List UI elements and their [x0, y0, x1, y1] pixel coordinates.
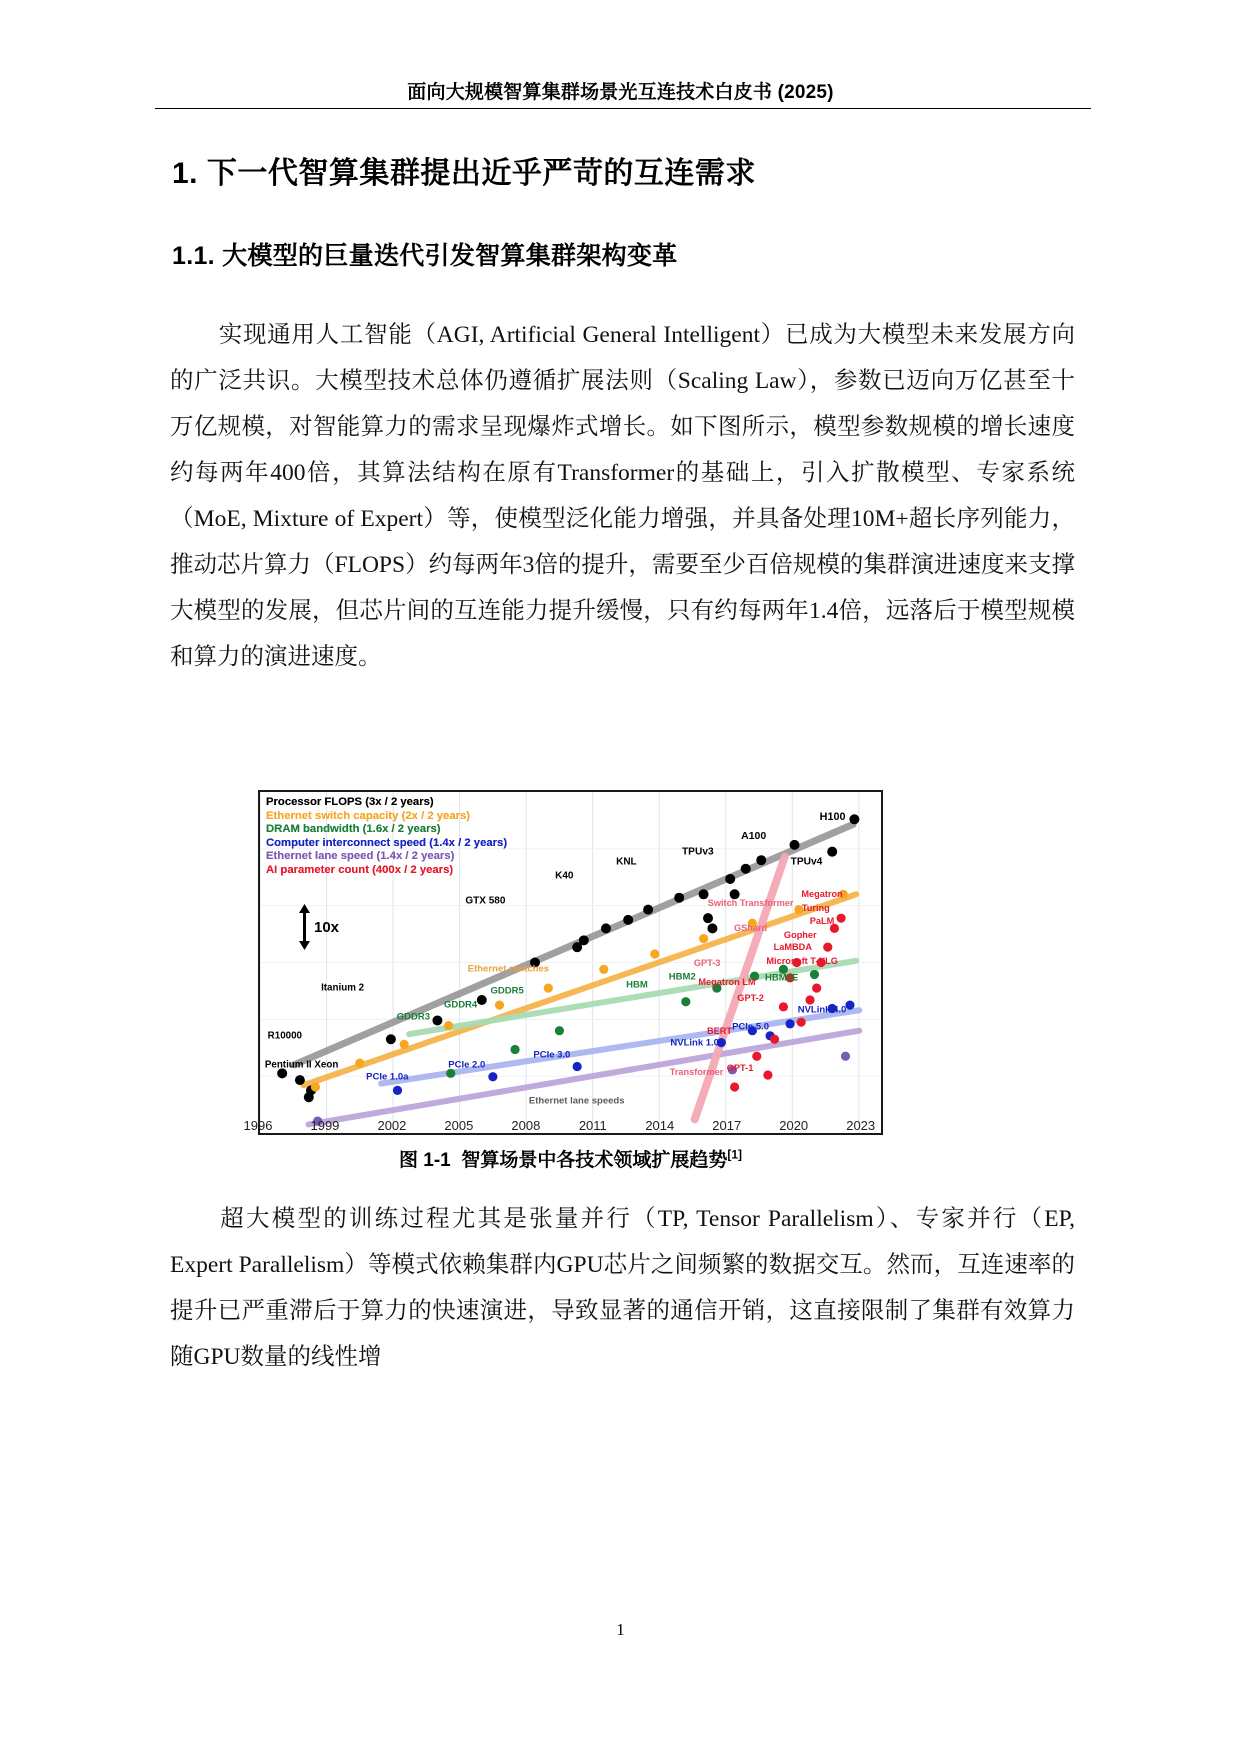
legend-item: Ethernet switch capacity (2x / 2 years)	[266, 809, 471, 822]
chart-point-label: H100	[819, 810, 846, 823]
chart-point-label: Itanium 2	[321, 982, 365, 994]
chart-point-label: BERT	[707, 1025, 733, 1036]
chart-x-axis	[243, 1118, 883, 1140]
ten-x-label: 10x	[314, 918, 340, 936]
chart-point-label: HBM2E	[764, 972, 799, 984]
x-axis-tick-label: 2014	[645, 1118, 675, 1133]
caption-label: 图 1-1	[399, 1150, 451, 1171]
caption-reference: [1]	[727, 1147, 742, 1162]
chart-point-label: Ethernet lane speeds	[528, 1095, 625, 1107]
body-paragraph-2	[170, 1196, 1075, 1380]
chart-container	[258, 790, 883, 1135]
paragraph-2-text: 超大模型的训练过程尤其是张量并行（TP, Tensor Parallelism）、专家并行（EP, Expert Parallelism）等模式依赖集群内GPU芯片之间频繁的数据交互。然而，互连速率的提升已严重滞后于算力的快速演进，导致显著的通信开销，这直接限制了集群有效算力随GPU数量的线性增	[170, 1206, 1075, 1370]
chart-point-label: GShard	[733, 923, 768, 934]
header-title: 面向大规模智算集群场景光互连技术白皮书 (2025)	[407, 82, 834, 103]
x-axis-tick-label: 2005	[444, 1118, 474, 1133]
chart-point-label: Pentium II Xeon	[264, 1059, 339, 1071]
chart-point-label: Transformer	[669, 1066, 724, 1077]
chart-point-label: HBM	[626, 979, 648, 991]
x-axis-tick-label: 2011	[578, 1118, 607, 1133]
chart-point-label: Switch Transformer	[707, 897, 794, 908]
chart-point-label: Microsoft T-NLG	[766, 955, 838, 966]
chart-point-label: PaLM	[809, 915, 835, 926]
chart-point-label: NVLink 4.0	[797, 1004, 847, 1016]
chart-point-label: PCIe 2.0	[448, 1059, 486, 1071]
body-paragraph-1	[170, 312, 1075, 680]
chart-point-label: Turing	[801, 902, 830, 913]
legend-item: Ethernet lane speed (1.4x / 2 years)	[266, 850, 455, 863]
chart-point-label: GPT-3	[693, 957, 721, 968]
x-axis-tick-label: 1999	[310, 1118, 340, 1133]
chart-point-label: PCIe 1.0a	[366, 1071, 409, 1083]
chart-point-label: Megatron	[801, 889, 843, 900]
chart-point-label: TPUv4	[790, 856, 823, 868]
chart-point-label: A100	[741, 830, 767, 843]
legend-item: Processor FLOPS (3x / 2 years)	[266, 796, 434, 808]
x-axis-tick-label: 2017	[712, 1118, 742, 1133]
x-axis-tick-label: 2020	[779, 1118, 809, 1133]
chart-point-label: LaMBDA	[773, 942, 812, 953]
legend-item: AI parameter count (400x / 2 years)	[266, 863, 454, 876]
legend-item: DRAM bandwidth (1.6x / 2 years)	[266, 823, 441, 836]
section-heading-1-1: 1.1. 大模型的巨量迭代引发智算集群架构变革	[172, 242, 678, 270]
chart-point-label: PCIe 5.0	[732, 1021, 770, 1033]
x-axis-tick-label: 2008	[511, 1118, 541, 1133]
chart-point-label: PCIe 3.0	[533, 1049, 571, 1061]
chart-point-label: HBM2	[668, 971, 696, 983]
chart-point-label: KNL	[616, 856, 637, 868]
chart-point-label: GPT-1	[726, 1063, 754, 1074]
x-axis-tick-label: 2002	[377, 1118, 407, 1133]
chart-point-label: Megatron LM	[698, 977, 756, 988]
chart-point-label: NVLink 1.0	[670, 1037, 719, 1049]
section-heading-1: 1. 下一代智算集群提出近乎严苛的互连需求	[172, 157, 756, 190]
legend-item: Computer interconnect speed (1.4x / 2 years)	[266, 836, 508, 849]
page-number: 1	[616, 1620, 625, 1639]
chart-legend	[266, 796, 507, 878]
chart-point-label: GDDR3	[396, 1011, 431, 1023]
x-axis-tick-label: 2023	[846, 1118, 876, 1133]
chart-point-label: GTX 580	[465, 895, 506, 907]
ten-x-annotation	[298, 904, 339, 950]
chart-point-label: TPUv3	[681, 846, 714, 858]
figure-1-1	[258, 790, 883, 1135]
chart-point-label: K40	[555, 870, 574, 882]
chart-point-label: Ethernet switches	[467, 963, 550, 975]
chart-point-label: GDDR4	[443, 999, 478, 1011]
chart-point-label: GPT-2	[737, 993, 764, 1004]
chart-point-label: Gopher	[783, 929, 817, 940]
paragraph-1-text: 实现通用人工智能（AGI, Artificial General Intelligent）已成为大模型未来发展方向的广泛共识。大模型技术总体仍遵循扩展法则（Scaling Law），参数已迈向万亿甚至十万亿规模，对智能算力的需求呈现爆炸式增长。如下图所示，模型参数规模的增长速度约每两年400倍，其算法结构在原有Transformer的基础上，引入扩散模型、专家系统（MoE, Mixture of Expert）等，使模型泛化能力增强，并具备处理10M+超长序列能力，推动芯片算力（FLOPS）约每两年3倍的提升，需要至少百倍规模的集群演进速度来支撑大模型的发展，但芯片间的互连能力提升缓慢，只有约每两年1.4倍，远落后于模型规模和算力的演进速度。	[170, 322, 1075, 670]
double-arrow-icon	[298, 904, 311, 950]
chart-point-label: R10000	[267, 1030, 302, 1042]
header-divider	[155, 108, 1091, 109]
figure-caption	[258, 1145, 883, 1172]
x-axis-tick-label: 1996	[243, 1118, 273, 1133]
caption-text: 智算场景中各技术领域扩展趋势	[461, 1150, 728, 1171]
chart-point-label: GDDR5	[490, 985, 524, 997]
running-header	[0, 82, 1241, 105]
